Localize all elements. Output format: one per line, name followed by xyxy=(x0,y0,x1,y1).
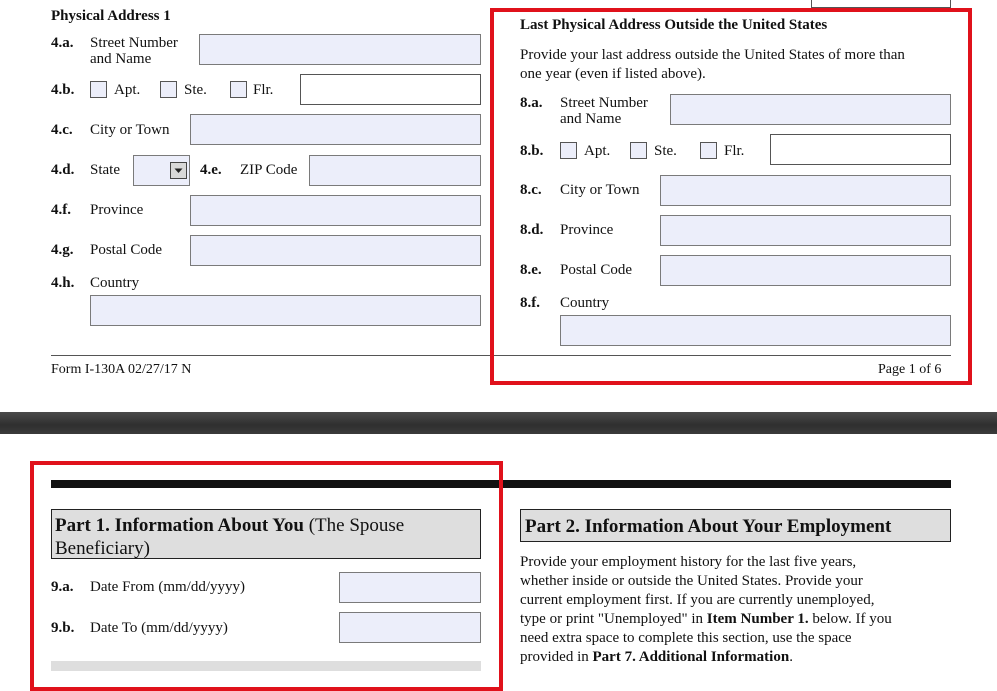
last-address-desc-line2: one year (even if listed above). xyxy=(520,66,706,82)
item-number-4c: 4.c. xyxy=(51,122,73,138)
flr-label: Flr. xyxy=(253,82,274,98)
highlight-last-address-box xyxy=(490,8,972,385)
part2-line6-post: . xyxy=(789,649,793,665)
apt-number-input[interactable] xyxy=(300,74,481,105)
item-number-4g: 4.g. xyxy=(51,242,74,258)
part2-desc-line2: whether inside or outside the United States. Provide your xyxy=(520,573,863,589)
street-input[interactable] xyxy=(199,34,481,65)
part2-title: Part 2. Information About Your Employment xyxy=(525,516,892,537)
item-number-9a: 9.a. xyxy=(51,579,74,595)
flr-checkbox[interactable] xyxy=(230,81,247,98)
country-input[interactable] xyxy=(90,295,481,326)
ste-checkbox[interactable] xyxy=(160,81,177,98)
ste-label: Ste. xyxy=(184,82,207,98)
part2-line4-post: below. If you xyxy=(808,611,892,627)
part2-line6-bold: Part 7. Additional Information xyxy=(592,649,790,665)
physical-address-heading: Physical Address 1 xyxy=(51,8,171,24)
part2-desc-line3: current employment first. If you are currently unemployed, xyxy=(520,592,875,608)
item-number-4f: 4.f. xyxy=(51,202,71,218)
part2-line4-bold: Item Number 1. xyxy=(706,611,809,627)
outside-city-label: City or Town xyxy=(560,182,640,198)
item-number-8e: 8.e. xyxy=(520,262,542,278)
part2-desc-line4 xyxy=(520,611,892,627)
outside-postal-code-label: Postal Code xyxy=(560,262,633,278)
highlight-part1-box xyxy=(30,461,503,691)
street-label-line1: Street Number xyxy=(90,35,178,51)
outside-apt-label: Apt. xyxy=(584,143,611,159)
outside-country-label: Country xyxy=(560,295,610,311)
part2-desc-line5: need extra space to complete this section, use the space xyxy=(520,630,852,646)
apt-checkbox[interactable] xyxy=(90,81,107,98)
apt-label: Apt. xyxy=(114,82,141,98)
item-number-8f: 8.f. xyxy=(520,295,540,311)
last-address-heading: Last Physical Address Outside the United States xyxy=(520,17,828,33)
state-dropdown-button[interactable] xyxy=(170,162,187,179)
item-number-8c: 8.c. xyxy=(520,182,542,198)
city-label: City or Town xyxy=(90,122,170,138)
street-label xyxy=(90,35,178,67)
last-address-desc-line1: Provide your last address outside the United States of more than xyxy=(520,47,905,63)
street-label-8a-line1: Street Number xyxy=(560,95,648,111)
form-page-2 xyxy=(0,434,997,668)
country-label: Country xyxy=(90,275,140,291)
part1-title-rest: (The Spouse xyxy=(303,515,405,536)
postal-code-label: Postal Code xyxy=(90,242,163,258)
part1-title-line2: Beneficiary) xyxy=(55,538,150,559)
province-input[interactable] xyxy=(190,195,481,226)
item-number-8d: 8.d. xyxy=(520,222,544,238)
part1-title-bold: Part 1. Information About You xyxy=(55,515,304,536)
item-number-4h: 4.h. xyxy=(51,275,75,291)
state-select[interactable] xyxy=(133,155,190,186)
outside-flr-label: Flr. xyxy=(724,143,745,159)
item-number-4d: 4.d. xyxy=(51,162,75,178)
city-input[interactable] xyxy=(190,114,481,145)
part2-line4-pre: type or print "Unemployed" in xyxy=(520,611,707,627)
state-label: State xyxy=(90,162,120,178)
form-id-footer: Form I-130A 02/27/17 N xyxy=(51,362,192,377)
page-number-footer: Page 1 of 6 xyxy=(878,362,942,377)
page-separator xyxy=(0,412,997,434)
item-number-4b: 4.b. xyxy=(51,82,75,98)
part2-desc-line6 xyxy=(520,649,793,665)
item-number-8a: 8.a. xyxy=(520,95,543,111)
item-number-4e: 4.e. xyxy=(200,162,222,178)
item-number-8b: 8.b. xyxy=(520,143,544,159)
zip-label: ZIP Code xyxy=(240,162,298,178)
outside-province-label: Province xyxy=(560,222,614,238)
chevron-down-icon xyxy=(171,163,186,178)
part2-desc-line1: Provide your employment history for the last five years, xyxy=(520,554,857,570)
street-label-8a-line2: and Name xyxy=(560,111,622,127)
item-number-9b: 9.b. xyxy=(51,620,75,636)
part2-line6-pre: provided in xyxy=(520,649,593,665)
outside-ste-label: Ste. xyxy=(654,143,677,159)
item-number-4a: 4.a. xyxy=(51,35,74,51)
province-label: Province xyxy=(90,202,144,218)
postal-code-input[interactable] xyxy=(190,235,481,266)
date-to-label: Date To (mm/dd/yyyy) xyxy=(90,620,228,636)
street-label-line2: and Name xyxy=(90,51,152,67)
top-residual-field[interactable] xyxy=(811,0,951,8)
zip-input[interactable] xyxy=(309,155,481,186)
date-from-label: Date From (mm/dd/yyyy) xyxy=(90,579,245,595)
